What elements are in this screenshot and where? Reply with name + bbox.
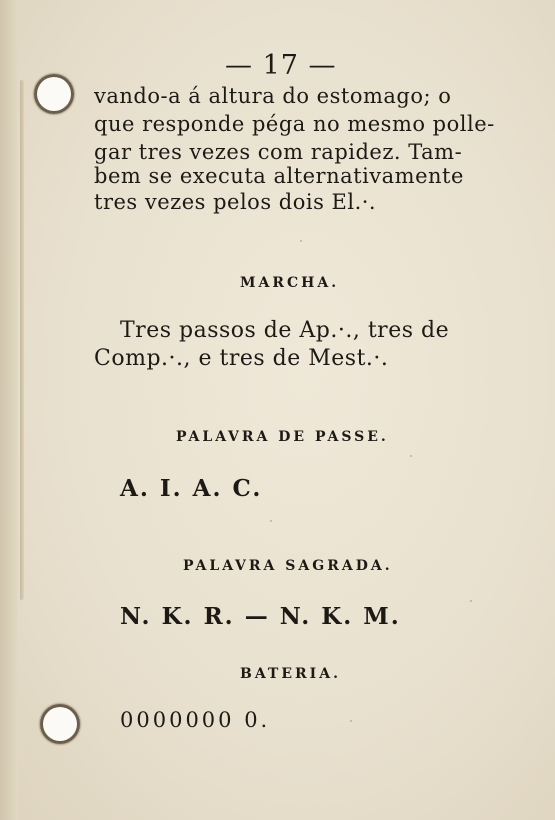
paragraph-line: vando-a á altura do estomago; o — [94, 84, 452, 108]
paragraph-line: que responde péga no mesmo polle- — [94, 112, 495, 136]
page-spine — [0, 0, 18, 820]
palavra-passe-value: A. I. A. C. — [120, 475, 263, 502]
marcha-heading: MARCHA. — [240, 275, 340, 291]
palavra-sagrada-heading: PALAVRA SAGRADA. — [183, 558, 393, 574]
paper-speck — [270, 520, 272, 522]
palavra-passe-heading: PALAVRA DE PASSE. — [176, 429, 389, 445]
paper-speck — [410, 455, 412, 457]
bateria-heading: BATERIA. — [240, 666, 341, 682]
paragraph-line: tres vezes pelos dois El.·. — [94, 190, 377, 214]
paper-speck — [350, 720, 352, 722]
paper-speck — [300, 240, 302, 242]
paper-speck — [470, 600, 472, 602]
paragraph-line: gar tres vezes com rapidez. Tam- — [94, 140, 463, 164]
page-number: — 17 — — [225, 50, 337, 81]
paragraph-line: bem se executa alternativamente — [94, 164, 464, 188]
marcha-line: Tres passos de Ap.·., tres de — [120, 318, 450, 343]
punch-hole-icon — [40, 704, 80, 744]
bateria-value: 0000000 0. — [120, 708, 271, 732]
binding-fold — [20, 80, 24, 600]
punch-hole-icon — [34, 74, 74, 114]
marcha-line: Comp.·., e tres de Mest.·. — [94, 346, 389, 371]
palavra-sagrada-value: N. K. R. — N. K. M. — [120, 603, 401, 630]
